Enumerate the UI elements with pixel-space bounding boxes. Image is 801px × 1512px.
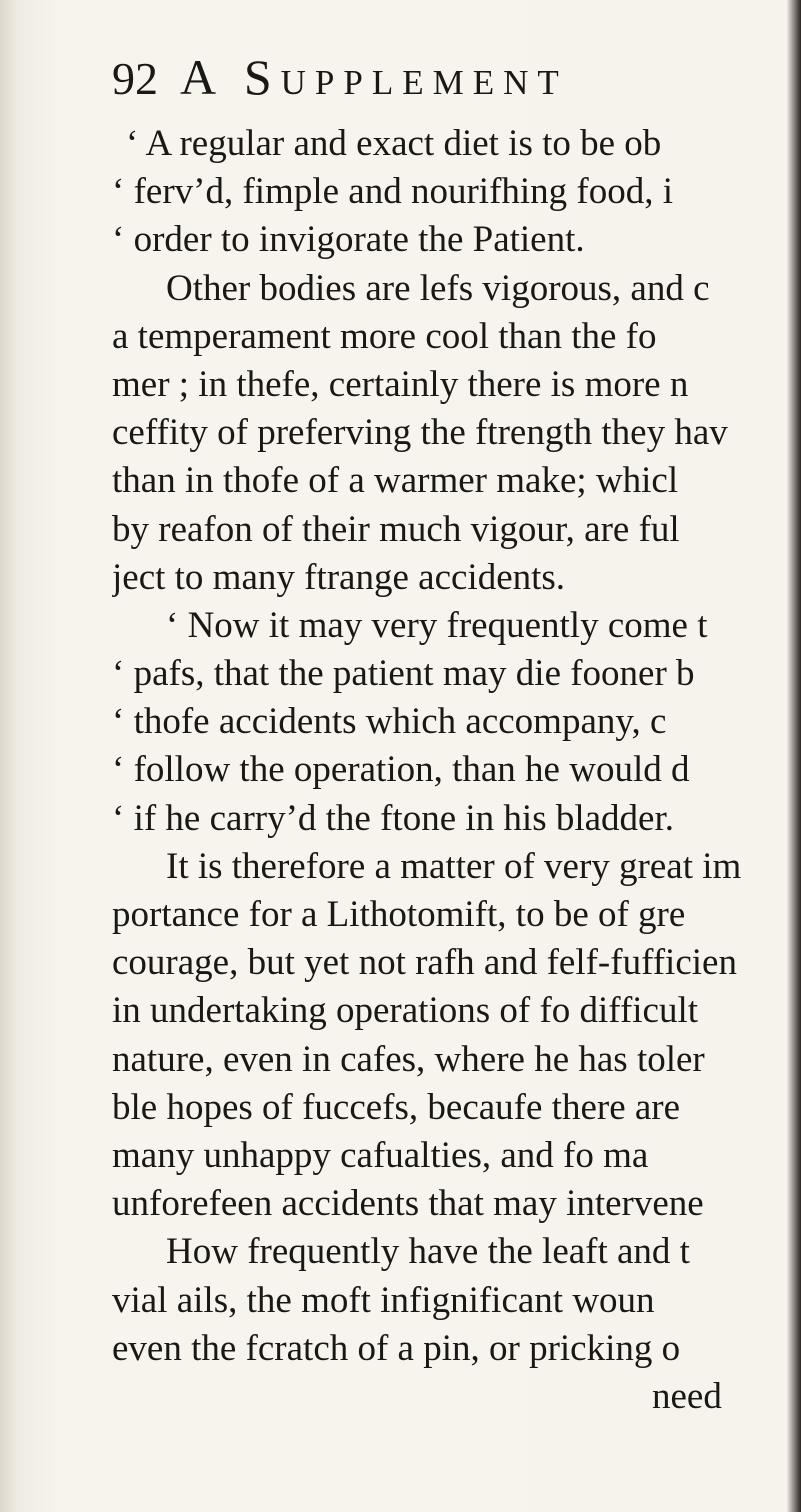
page-number: 92 — [112, 53, 158, 104]
text-line: even the fcratch of a pin, or pricking o — [112, 1327, 681, 1369]
text-line: ‘ thofe accidents which accompany, c — [112, 701, 667, 743]
text-line: ‘ if he carry’d the ftone in his bladder. — [112, 797, 674, 839]
text-line: a temperament more cool than the fo — [112, 315, 657, 357]
running-head-title: A Supplement — [180, 49, 568, 105]
text-line: mer ; in thefe, certainly there is more n — [112, 363, 689, 405]
running-head — [112, 48, 568, 118]
text-line: vial ails, the moft infignificant woun — [112, 1279, 655, 1321]
text-line: ‘ Now it may very frequently come t — [166, 604, 708, 646]
text-line: courage, but yet not rafh and felf-fufficien — [112, 942, 737, 984]
text-line: ‘ follow the operation, than he would d — [112, 749, 690, 791]
text-line: Other bodies are lefs vigorous, and c — [166, 267, 710, 309]
text-line: ‘ order to invigorate the Patient. — [112, 219, 585, 261]
text-line: It is therefore a matter of very great im — [166, 845, 742, 887]
text-line: portance for a Lithotomift, to be of gre — [112, 894, 686, 935]
page-edge — [787, 0, 801, 1512]
body-text — [112, 120, 792, 1512]
text-line: ‘ A regular and exact diet is to be ob — [126, 123, 662, 164]
text-line: by reafon of their much vigour, are ful — [112, 508, 680, 550]
catchword: need — [652, 1375, 722, 1417]
text-line: than in thofe of a warmer make; whicl — [112, 460, 679, 502]
text-line: ‘ ferv’d, fimple and nourifhing food, i — [112, 171, 674, 213]
text-line: ‘ pafs, that the patient may die fooner b — [112, 653, 695, 695]
text-line: ject to many ftrange accidents. — [112, 556, 566, 598]
text-line: many unhappy cafualties, and fo ma — [112, 1134, 649, 1176]
text-line: How frequently have the leaft and t — [166, 1231, 690, 1273]
text-line: ble hopes of fuccefs, becaufe there are — [112, 1086, 681, 1128]
text-line: ceffity of preferving the ftrength they hav — [112, 412, 728, 454]
text-line: nature, even in cafes, where he has toler — [112, 1038, 705, 1080]
text-line: in undertaking operations of fo difficult — [112, 990, 699, 1032]
text-line: unforefeen accidents that may intervene — [112, 1183, 704, 1225]
